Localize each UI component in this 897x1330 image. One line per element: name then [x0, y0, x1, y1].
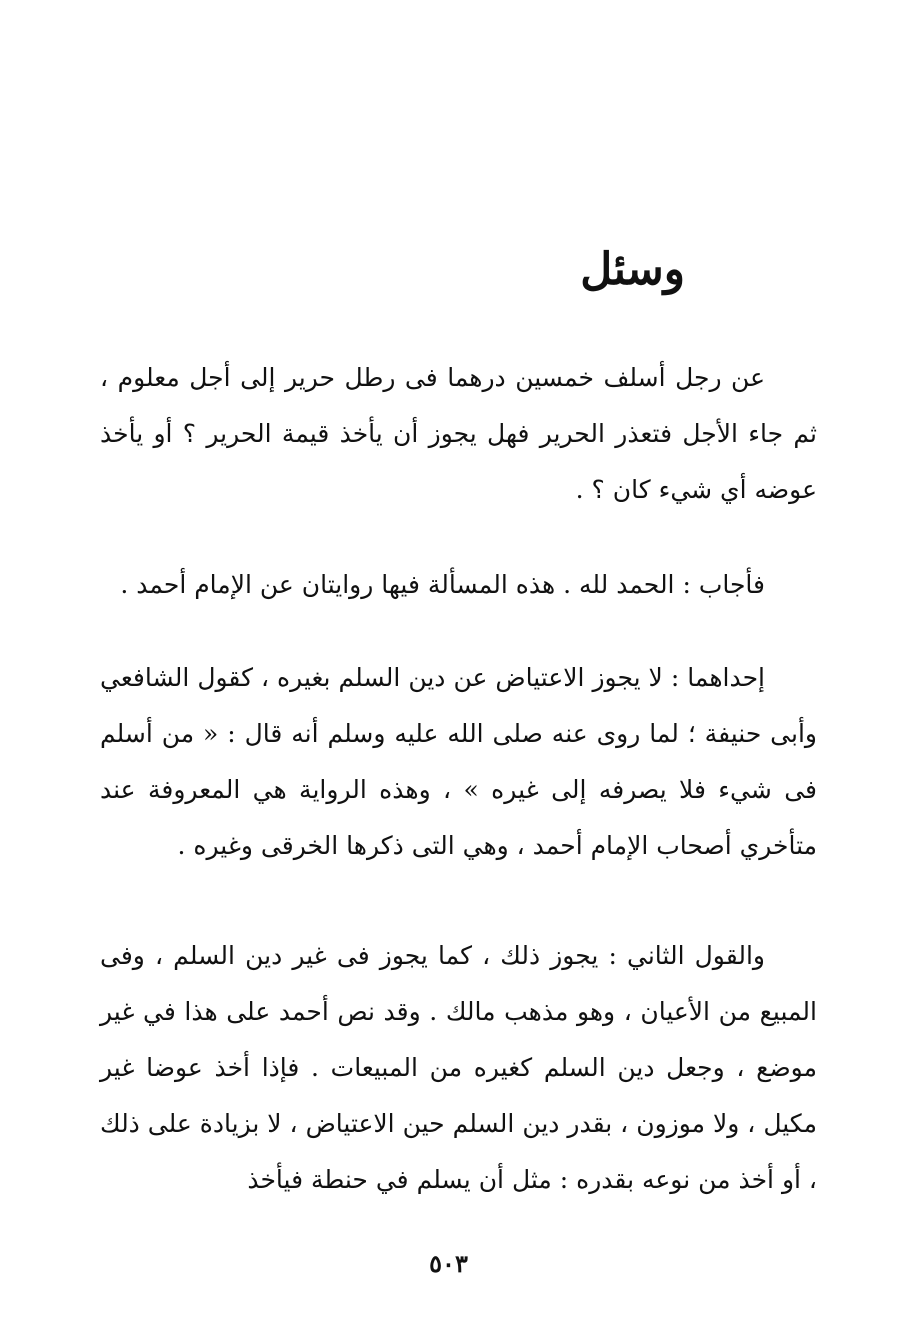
question-paragraph [100, 350, 817, 518]
second-opinion-text: والقول الثاني : يجوز ذلك ، كما يجوز فى غير دين السلم ، وفى المبيع من الأعيان ، وهو مذهب مالك . وقد نص أحمد على هذا في غير موضع ، وجعل دين السلم كغيره من المبيعات . فإذا أخذ عوضا غير مكيل ، ولا موزون ، بقدر دين السلم حين الاعتياض ، لا بزيادة على ذلك ، أو أخذ من نوعه بقدره : مثل أن يسلم في حنطة فيأخذ [100, 941, 817, 1194]
first-opinion-text: إحداهما : لا يجوز الاعتياض عن دين السلم بغيره ، كقول الشافعي وأبى حنيفة ؛ لما روى عنه صلى الله عليه وسلم أنه قال : « من أسلم فى شيء فلا يصرفه إلى غيره » ، وهذه الرواية هي المعروفة عند متأخري أصحاب الإمام أحمد ، وهي التى ذكرها الخرقى وغيره . [100, 663, 817, 860]
section-heading: وسئل [580, 244, 685, 295]
answer-intro-text: فأجاب : الحمد لله . هذه المسألة فيها روايتان عن الإمام أحمد . [120, 570, 765, 599]
question-text: عن رجل أسلف خمسين درهما فى رطل حرير إلى أجل معلوم ، ثم جاء الأجل فتعذر الحرير فهل يجوز أن يأخذ قيمة الحرير ؟ أو يأخذ عوضه أي شيء كان ؟ . [100, 363, 817, 504]
page-number: ٥٠٣ [429, 1249, 468, 1278]
answer-intro-paragraph [100, 557, 817, 613]
first-opinion-paragraph [100, 650, 817, 874]
second-opinion-paragraph [100, 928, 817, 1208]
